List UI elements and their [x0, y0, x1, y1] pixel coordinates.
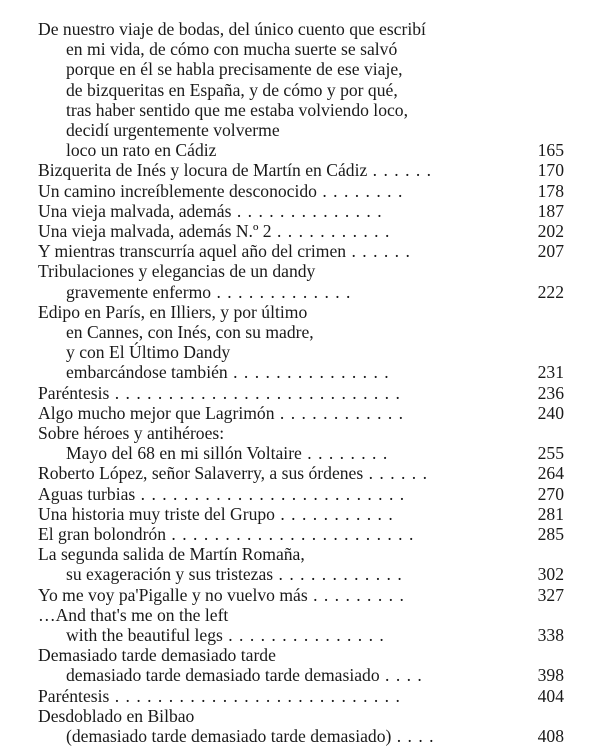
- toc-line: [0, 322, 600, 342]
- toc-entry-text: [38, 221, 390, 241]
- toc-entry-title: su exageración y sus tristezas: [66, 564, 274, 585]
- toc-entry-title: gravemente enfermo: [66, 281, 212, 302]
- toc-line: [0, 140, 600, 160]
- toc-page-number: 255: [537, 443, 564, 464]
- toc-entry-title: en mi vida, de cómo con mucha suerte se salvó: [66, 39, 398, 60]
- toc-entry-text: [66, 342, 230, 362]
- toc-page-number: 170: [537, 160, 564, 181]
- toc-line: [0, 686, 600, 706]
- toc-entry-title: porque en él se habla precisamente de ese viaje,: [66, 59, 403, 80]
- toc-entry-title: De nuestro viaje de bodas, del único cuento que escribí: [38, 19, 426, 39]
- toc-dot-leader: . . . . . . . . . . . .: [274, 402, 405, 423]
- toc-dot-leader: . . . . . . . . . . . . . . .: [222, 625, 385, 645]
- toc-page-number: 178: [537, 180, 564, 201]
- toc-line: [0, 261, 600, 281]
- toc-dot-leader: . . . . . . . .: [316, 180, 404, 201]
- toc-entry-text: [66, 80, 398, 100]
- toc-entry-text: [38, 201, 383, 221]
- toc-entry-title: Edipo en París, en Illiers, y por último: [38, 301, 308, 322]
- toc-line: [0, 585, 600, 605]
- toc-entry-title: y con El Último Dandy: [66, 342, 231, 363]
- toc-line: [0, 605, 600, 625]
- toc-line: [0, 221, 600, 241]
- toc-entry-text: [38, 585, 405, 605]
- toc-entry-text: [66, 59, 403, 79]
- toc-dot-leader: . . . . . . . .: [301, 443, 389, 464]
- toc-entry-text: [66, 625, 385, 645]
- toc-line: [0, 342, 600, 362]
- toc-dot-leader: . . . . . . . . . . . .: [273, 564, 403, 585]
- toc-entry-title: decidí urgentemente volverme: [66, 120, 280, 140]
- toc-line: [0, 544, 600, 564]
- toc-dot-leader: . . . . . . . . . . . . . . . . . . . . . . . . .: [135, 483, 406, 504]
- toc-entry-title: with the beautiful legs: [66, 625, 223, 645]
- toc-line: [0, 403, 600, 423]
- toc-line: [0, 181, 600, 201]
- toc-entry-text: [66, 282, 351, 302]
- toc-line: [0, 302, 600, 322]
- toc-page-number: 302: [537, 564, 564, 585]
- toc-line: [0, 625, 600, 645]
- toc-entry-text: [66, 726, 435, 746]
- toc-line: [0, 463, 600, 483]
- toc-entry-title: Y mientras transcurría aquel año del crimen: [38, 241, 347, 262]
- toc-entry-title: Paréntesis: [38, 382, 110, 403]
- toc-page-number: 207: [537, 241, 564, 262]
- toc-line: [0, 201, 600, 221]
- toc-page-number: 222: [537, 281, 564, 302]
- toc-entry-text: [38, 484, 405, 504]
- toc-entry-text: [38, 241, 411, 261]
- toc-line: [0, 564, 600, 584]
- toc-entry-title: Mayo del 68 en mi sillón Voltaire: [66, 443, 302, 464]
- toc-page-number: 285: [537, 524, 564, 544]
- toc-line: [0, 59, 600, 79]
- toc-entry-text: [38, 423, 224, 443]
- toc-line: [0, 39, 600, 59]
- toc-entry-text: [38, 463, 428, 483]
- toc-entry-title: Algo mucho mejor que Lagrimón: [38, 402, 275, 423]
- toc-page-number: 264: [537, 463, 564, 484]
- toc-entry-text: [38, 544, 305, 564]
- toc-page-number: 240: [537, 402, 564, 423]
- toc-entry-title: …And that's me on the left: [38, 604, 229, 625]
- toc-dot-leader: . . . .: [379, 665, 423, 686]
- toc-line: [0, 645, 600, 665]
- toc-entry-title: Una vieja malvada, además: [38, 200, 232, 221]
- toc-entry-title: demasiado tarde demasiado tarde demasiado: [66, 665, 380, 686]
- toc-entry-text: [38, 302, 307, 322]
- toc-page-number: 408: [537, 726, 564, 746]
- toc-dot-leader: . . . . . .: [346, 241, 411, 262]
- toc-entry-text: [66, 100, 408, 120]
- toc-line: [0, 80, 600, 100]
- toc-line: [0, 383, 600, 403]
- toc-entry-text: [66, 665, 423, 685]
- toc-entry-title: tras haber sentido que me estaba volviendo loco,: [66, 99, 408, 120]
- toc-page-number: 236: [537, 382, 564, 403]
- toc-entry-text: [38, 645, 276, 665]
- toc-entry-text: [66, 322, 314, 342]
- toc-entry-text: [66, 39, 397, 59]
- toc-entry-text: [38, 504, 394, 524]
- toc-line: [0, 665, 600, 685]
- toc-page-number: 281: [537, 503, 564, 524]
- toc-line: [0, 362, 600, 382]
- toc-entry-title: La segunda salida de Martín Romaña,: [38, 544, 305, 565]
- toc-line: [0, 19, 600, 39]
- toc-page-number: 231: [537, 362, 564, 383]
- toc-line: [0, 524, 600, 544]
- toc-line: [0, 423, 600, 443]
- toc-entry-text: [38, 181, 403, 201]
- toc-entry-title: Tribulaciones y elegancias de un dandy: [38, 261, 316, 282]
- toc-dot-leader: . . . . . . . . . . . . . . . . . . . . . . . . . . .: [109, 382, 401, 403]
- toc-entry-title: Aguas turbias: [38, 483, 136, 504]
- toc-entry-text: [38, 524, 414, 544]
- toc-entry-title: en Cannes, con Inés, con su madre,: [66, 322, 314, 342]
- toc-page-number: 165: [537, 140, 564, 161]
- toc-page-number: 202: [537, 221, 564, 241]
- toc-entry-title: de bizqueritas en España, y de cómo y por qué,: [66, 79, 398, 100]
- toc-dot-leader: . . . . . .: [367, 160, 433, 181]
- toc-page-number: 187: [537, 200, 564, 221]
- toc-entry-text: [66, 362, 390, 382]
- toc-page-number: 338: [537, 625, 564, 645]
- toc-dot-leader: . . . . . . . . . . . . . .: [231, 200, 383, 221]
- toc-dot-leader: . . . . . . . . . . . . .: [211, 281, 352, 302]
- toc-entry-title: Paréntesis: [38, 685, 110, 706]
- toc-dot-leader: . . . . . . . . . . . . . . . . . . . . . . . . . . .: [109, 685, 401, 706]
- toc-entry-title: Yo me voy pa'Pigalle y no vuelvo más: [38, 584, 308, 605]
- toc-entry-title: loco un rato en Cádiz: [66, 140, 217, 161]
- toc-dot-leader: . . . . . . . . .: [307, 584, 405, 605]
- toc-line: [0, 726, 600, 746]
- toc-entry-title: (demasiado tarde demasiado tarde demasiado): [66, 726, 392, 746]
- toc-entry-text: [38, 686, 401, 706]
- toc-line: [0, 443, 600, 463]
- toc-entry-text: [38, 403, 404, 423]
- toc-line: [0, 282, 600, 302]
- toc-entry-text: [38, 383, 401, 403]
- toc-entry-text: [66, 443, 388, 463]
- toc-page-number: 327: [537, 584, 564, 605]
- toc-page-number: 404: [537, 685, 564, 706]
- toc-dot-leader: . . . . . . . . . . .: [274, 503, 394, 524]
- toc-entry-title: Sobre héroes y antihéroes:: [38, 423, 225, 443]
- toc-dot-leader: . . . . . . . . . . . . . . .: [227, 362, 390, 383]
- toc-dot-leader: . . . . . . . . . . . . . . . . . . . . . . .: [166, 524, 415, 544]
- toc-line: [0, 241, 600, 261]
- toc-page-number: 398: [537, 665, 564, 686]
- toc-entry-title: Desdoblado en Bilbao: [38, 705, 195, 726]
- toc-dot-leader: . . . . . .: [363, 463, 428, 484]
- toc-entry-title: Roberto López, señor Salaverry, a sus órdenes: [38, 463, 364, 484]
- toc-dot-leader: . . . . . . . . . . .: [271, 221, 391, 241]
- toc-entry-text: [38, 160, 432, 180]
- toc-line: [0, 120, 600, 140]
- toc-entry-title: embarcándose también: [66, 362, 228, 383]
- toc-line: [0, 160, 600, 180]
- toc-entry-text: [38, 19, 426, 39]
- toc-line: [0, 504, 600, 524]
- toc-entry-title: Bizquerita de Inés y locura de Martín en Cádiz: [38, 160, 368, 181]
- toc-entry-text: [66, 564, 403, 584]
- toc-entry-title: Una vieja malvada, además N.º 2: [38, 221, 272, 241]
- toc-entry-text: [38, 261, 315, 281]
- toc-line: [0, 484, 600, 504]
- toc-dot-leader: . . . .: [391, 726, 435, 746]
- toc-entry-title: Demasiado tarde demasiado tarde: [38, 645, 276, 666]
- toc-entry-text: [66, 120, 280, 140]
- toc-line: [0, 100, 600, 120]
- toc-entry-text: [66, 140, 216, 160]
- toc-entry-title: El gran bolondrón: [38, 524, 167, 544]
- toc-page-number: 270: [537, 483, 564, 504]
- toc-entry-title: Una historia muy triste del Grupo: [38, 503, 275, 524]
- toc-entry-text: [38, 605, 228, 625]
- toc-entry-title: Un camino increíblemente desconocido: [38, 180, 317, 201]
